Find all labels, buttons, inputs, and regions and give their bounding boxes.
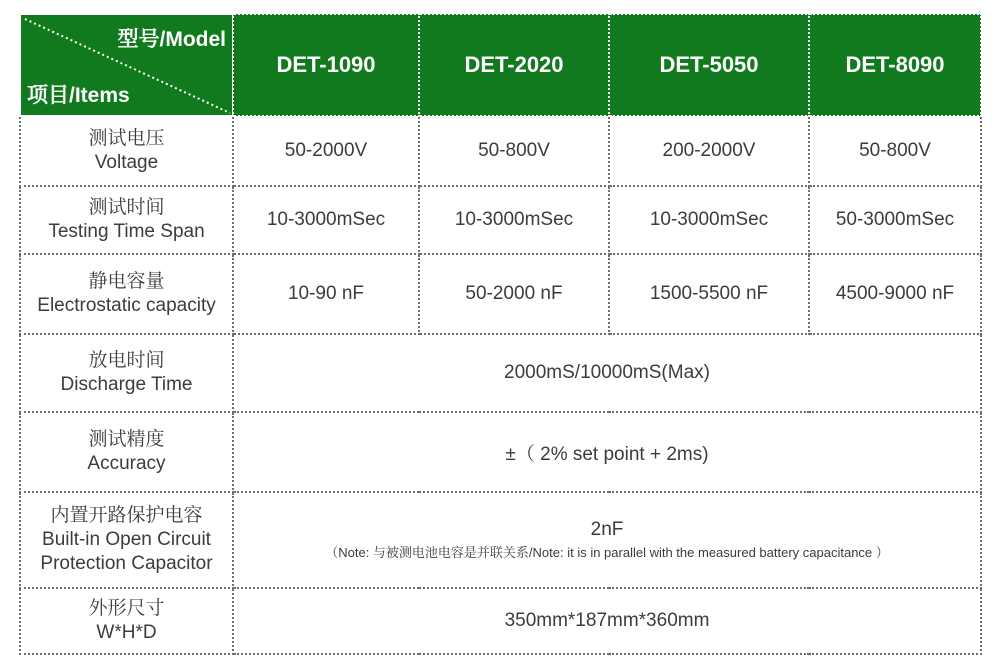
- protection-value: 2nF: [590, 519, 624, 540]
- accuracy-value: ±（ 2% set point + 2ms): [233, 412, 981, 492]
- time-span-value-2: 10-3000mSec: [419, 186, 609, 254]
- dimensions-value: 350mm*187mm*360mm: [233, 588, 981, 654]
- accuracy-row: [20, 412, 981, 492]
- time-span-label-en: Testing Time Span: [48, 221, 205, 242]
- protection-label-en-2: Protection Capacitor: [40, 553, 213, 574]
- discharge-label-en: Discharge Time: [60, 374, 193, 395]
- voltage-label: [20, 116, 233, 186]
- dimensions-label: [20, 588, 233, 654]
- protection-row: [20, 492, 981, 588]
- model-header-2: DET-2020: [419, 14, 609, 116]
- voltage-value-3: 200-2000V: [609, 116, 809, 186]
- time-span-value-3: 10-3000mSec: [609, 186, 809, 254]
- model-header-1: DET-1090: [233, 14, 419, 116]
- discharge-label-cn: 放电时间: [88, 350, 165, 371]
- time-span-label-cn: 测试时间: [88, 197, 165, 218]
- capacity-value-1: 10-90 nF: [233, 254, 419, 334]
- discharge-label: [20, 334, 233, 412]
- capacity-row: [20, 254, 981, 334]
- model-corner-label: 型号/Model: [117, 28, 226, 51]
- voltage-value-1: 50-2000V: [233, 116, 419, 186]
- capacity-label: [20, 254, 233, 334]
- items-corner-label: 项目/Items: [27, 84, 130, 107]
- model-header-3: DET-5050: [609, 14, 809, 116]
- corner-cell: [20, 14, 233, 116]
- capacity-value-2: 50-2000 nF: [419, 254, 609, 334]
- dimensions-label-cn: 外形尺寸: [88, 598, 165, 619]
- voltage-value-2: 50-800V: [419, 116, 609, 186]
- capacity-label-en: Electrostatic capacity: [37, 295, 216, 316]
- model-header-4: DET-8090: [809, 14, 981, 116]
- spec-table: [19, 13, 982, 655]
- header-row: [20, 14, 981, 116]
- dimensions-label-en: W*H*D: [96, 622, 157, 643]
- capacity-label-cn: 静电容量: [88, 271, 165, 292]
- dimensions-row: [20, 588, 981, 654]
- accuracy-label: [20, 412, 233, 492]
- voltage-label-cn: 测试电压: [88, 128, 165, 149]
- voltage-value-4: 50-800V: [809, 116, 981, 186]
- capacity-value-3: 1500-5500 nF: [609, 254, 809, 334]
- accuracy-label-cn: 测试精度: [88, 429, 165, 450]
- protection-label-en-1: Built-in Open Circuit: [42, 529, 211, 550]
- protection-label-cn: 内置开路保护电容: [50, 505, 203, 526]
- accuracy-label-en: Accuracy: [87, 453, 166, 474]
- discharge-row: [20, 334, 981, 412]
- protection-note: （Note: 与被测电池电容是并联关系/Note: it is in parallel with the measured battery capacitance ）: [325, 545, 889, 560]
- time-span-value-1: 10-3000mSec: [233, 186, 419, 254]
- discharge-value: 2000mS/10000mS(Max): [233, 334, 981, 412]
- protection-label: [20, 492, 233, 588]
- voltage-label-en: Voltage: [94, 152, 159, 173]
- capacity-value-4: 4500-9000 nF: [809, 254, 981, 334]
- protection-value-cell: [233, 492, 981, 588]
- time-span-label: [20, 186, 233, 254]
- time-span-row: [20, 186, 981, 254]
- voltage-row: [20, 116, 981, 186]
- time-span-value-4: 50-3000mSec: [809, 186, 981, 254]
